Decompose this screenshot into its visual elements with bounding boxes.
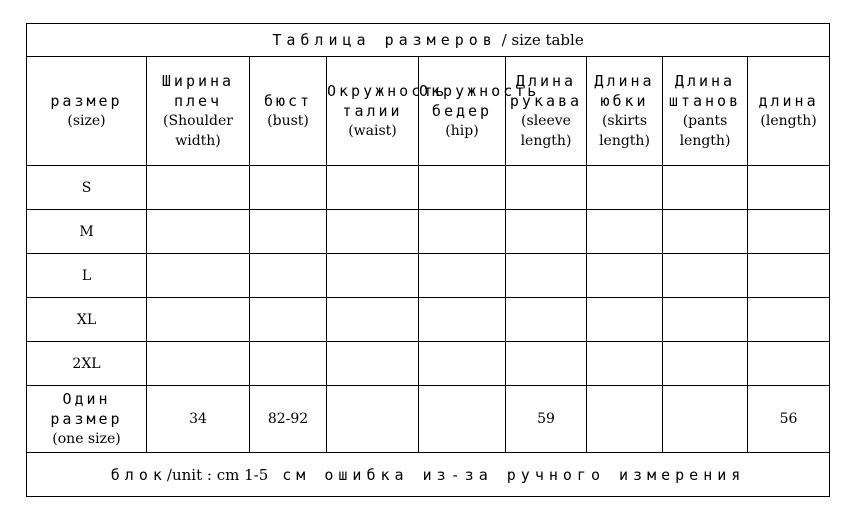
- table-cell: [587, 342, 663, 386]
- size-table: [26, 23, 830, 497]
- header-bust-ru: бюст: [263, 92, 313, 110]
- header-hip: [419, 57, 540, 166]
- table-cell: 59: [506, 386, 587, 453]
- header-skirt: [587, 57, 663, 166]
- table-row-m: [27, 210, 830, 254]
- table-cell: [419, 386, 506, 453]
- header-length-en: (length): [760, 113, 817, 129]
- header-waist-ru: Окружность талии: [327, 82, 448, 120]
- size-label: XL: [27, 298, 147, 342]
- table-cell: [663, 386, 748, 453]
- table-row-2xl: [27, 342, 830, 386]
- header-sleeve-en: (sleeve length): [520, 113, 572, 149]
- table-cell: [506, 210, 587, 254]
- table-cell: [748, 254, 830, 298]
- header-skirt-ru: Длина юбки: [594, 72, 655, 110]
- table-cell: [147, 254, 250, 298]
- table-cell: [147, 166, 250, 210]
- header-size: [27, 57, 147, 166]
- header-sleeve-ru: Длина рукава: [509, 72, 583, 110]
- table-cell: [587, 254, 663, 298]
- table-row-one-size: [27, 386, 830, 453]
- footer-unit-ru: блок: [110, 465, 167, 484]
- table-cell: [506, 254, 587, 298]
- table-title-ru: Таблица размеров: [272, 31, 497, 49]
- header-waist-en: (waist): [348, 123, 397, 139]
- table-cell: [419, 342, 506, 386]
- table-cell: [147, 298, 250, 342]
- table-cell: [506, 342, 587, 386]
- table-cell: [748, 298, 830, 342]
- table-cell: [327, 298, 419, 342]
- one-size-ru: Один размер: [50, 390, 123, 428]
- table-cell: [147, 342, 250, 386]
- table-cell: 34: [147, 386, 250, 453]
- footer-unit-en: unit : cm 1-5: [171, 465, 269, 484]
- header-shoulder: [147, 57, 250, 166]
- size-label: L: [27, 254, 147, 298]
- table-row-l: [27, 254, 830, 298]
- header-bust: [250, 57, 327, 166]
- size-label-one-size: [27, 386, 147, 453]
- table-cell: [663, 342, 748, 386]
- table-cell: [250, 342, 327, 386]
- table-cell: [663, 298, 748, 342]
- table-cell: 82-92: [250, 386, 327, 453]
- table-cell: [250, 298, 327, 342]
- header-sleeve: [506, 57, 587, 166]
- header-waist: [327, 57, 448, 166]
- header-shoulder-ru: Ширина плеч: [161, 72, 235, 110]
- table-cell: [663, 210, 748, 254]
- table-title-sep: /: [496, 31, 512, 49]
- table-cell: [327, 210, 419, 254]
- header-shoulder-en: (Shoulder width): [163, 113, 233, 149]
- table-row-s: [27, 166, 830, 210]
- header-hip-ru: Окружность бедер: [419, 82, 540, 120]
- header-length: [748, 57, 830, 166]
- table-cell: [419, 166, 506, 210]
- header-pants: [663, 57, 748, 166]
- header-length-ru: длина: [758, 92, 819, 110]
- table-cell: [327, 342, 419, 386]
- table-cell: [748, 342, 830, 386]
- table-cell: 56: [748, 386, 830, 453]
- table-cell: [250, 210, 327, 254]
- header-size-ru: размер: [50, 92, 123, 110]
- size-label: 2XL: [27, 342, 147, 386]
- table-cell: [327, 166, 419, 210]
- table-cell: [587, 298, 663, 342]
- table-cell: [147, 210, 250, 254]
- table-cell: [748, 210, 830, 254]
- table-cell: [250, 166, 327, 210]
- footer-note-ru: см ошибка из-за ручного измерения: [268, 465, 746, 484]
- one-size-en: (one size): [52, 431, 121, 447]
- table-cell: [663, 166, 748, 210]
- table-cell: [250, 254, 327, 298]
- header-size-en: (size): [67, 113, 106, 129]
- header-bust-en: (bust): [267, 113, 309, 129]
- table-cell: [419, 254, 506, 298]
- table-title-en: size table: [511, 31, 584, 49]
- table-cell: [419, 210, 506, 254]
- table-cell: [506, 298, 587, 342]
- table-cell: [663, 254, 748, 298]
- table-cell: [587, 386, 663, 453]
- table-footer: [27, 453, 830, 497]
- size-label: S: [27, 166, 147, 210]
- table-cell: [587, 210, 663, 254]
- table-title: [27, 24, 830, 57]
- footer-sep: /: [166, 465, 172, 484]
- table-cell: [748, 166, 830, 210]
- header-hip-en: (hip): [445, 123, 479, 139]
- header-pants-ru: Длина штанов: [668, 72, 742, 110]
- size-table-container: [26, 23, 829, 490]
- table-row-xl: [27, 298, 830, 342]
- table-cell: [587, 166, 663, 210]
- table-cell: [327, 254, 419, 298]
- header-skirt-en: (skirts length): [599, 113, 650, 149]
- table-cell: [419, 298, 506, 342]
- size-label: M: [27, 210, 147, 254]
- table-cell: [327, 386, 419, 453]
- table-cell: [506, 166, 587, 210]
- header-pants-en: (pants length): [679, 113, 731, 149]
